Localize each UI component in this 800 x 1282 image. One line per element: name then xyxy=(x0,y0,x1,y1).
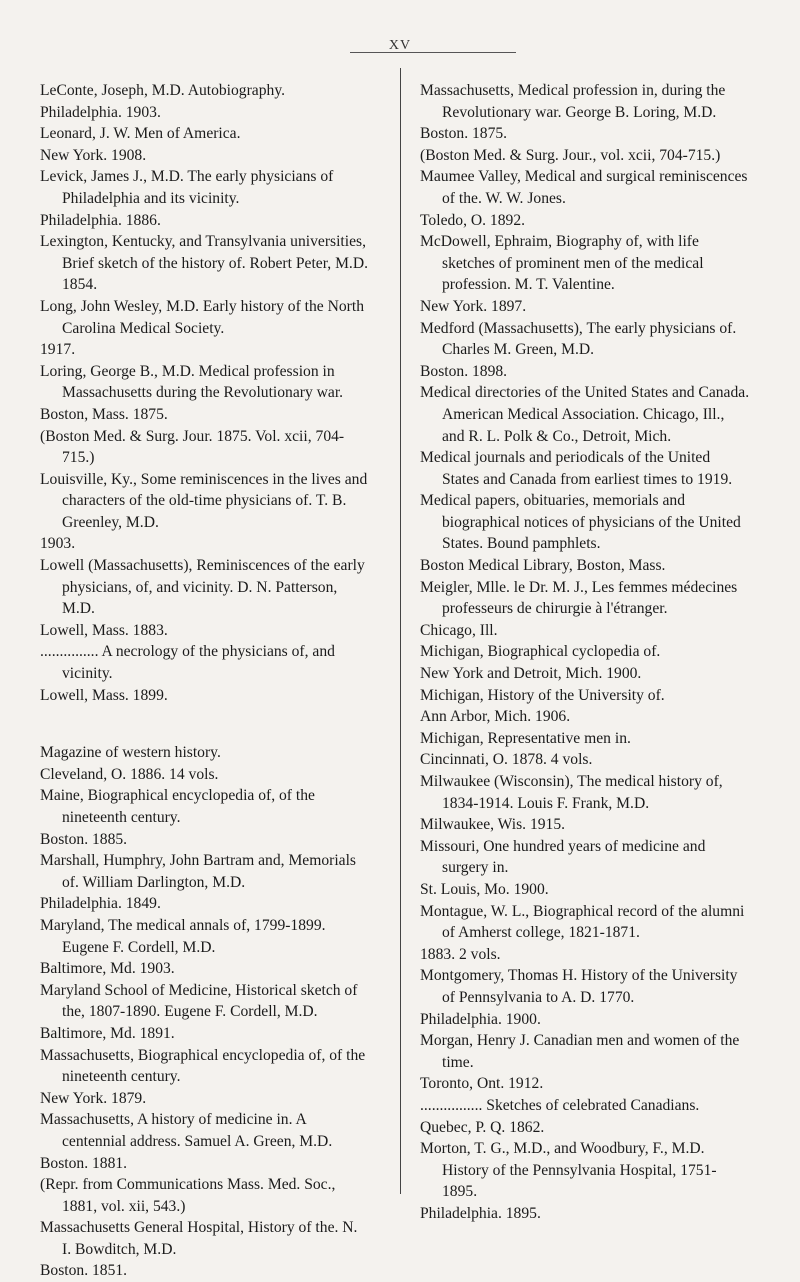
bibliography-line: Medical directories of the United States and Canada. American Medical Association. Chicago, Ill., and R. L. Polk & Co., Detroit, Mich. xyxy=(420,384,750,445)
bibliography-line: 1903. xyxy=(40,535,76,553)
bibliography-line: Quebec, P. Q. 1862. xyxy=(420,1118,545,1136)
bibliography-line: Montague, W. L., Biographical record of the alumni of Amherst college, 1821-1871. xyxy=(420,902,745,942)
bibliography-line: Magazine of western history. xyxy=(40,744,221,762)
bibliography-line: New York and Detroit, Mich. 1900. xyxy=(420,665,642,683)
bibliography-line: Michigan, History of the University of. xyxy=(420,686,665,704)
bibliography-line: Toronto, Ont. 1912. xyxy=(420,1075,544,1093)
bibliography-line: Loring, George B., M.D. Medical profession in Massachusetts during the Revolutionary war. xyxy=(40,362,344,402)
left-column xyxy=(40,80,370,1282)
bibliography-line: Boston. 1851. xyxy=(40,1262,128,1280)
bibliography-line: Michigan, Representative men in. xyxy=(420,729,631,747)
bibliography-line: Maumee Valley, Medical and surgical reminiscences of the. W. W. Jones. xyxy=(420,168,748,207)
bibliography-line: Marshall, Humphry, John Bartram and, Memorials of. William Darlington, M.D. xyxy=(40,852,357,891)
bibliography-line: Lowell (Massachusetts), Reminiscences of the early physicians, of, and vicinity. D. N. Patterson, M.D. xyxy=(40,557,365,618)
bibliography-line: Maine, Biographical encyclopedia of, of the nineteenth century. xyxy=(40,787,315,826)
left-group-m xyxy=(40,742,370,1282)
bibliography-line: Maryland, The medical annals of, 1799-1899. Eugene F. Cordell, M.D. xyxy=(40,916,326,956)
bibliography-line: 1917. xyxy=(40,341,76,359)
bibliography-line: ................ Sketches of celebrated Canadians. xyxy=(420,1096,700,1114)
bibliography-line: Philadelphia. 1900. xyxy=(420,1010,541,1028)
bibliography-line: New York. 1897. xyxy=(420,297,527,315)
bibliography-line: (Repr. from Communications Mass. Med. Soc., 1881, vol. xii, 543.) xyxy=(40,1176,336,1215)
right-column xyxy=(420,80,750,1224)
bibliography-line: Louisville, Ky., Some reminiscences in the lives and characters of the old-time physicians of. T. B. Greenley, M.D. xyxy=(40,470,368,531)
bibliography-line: LeConte, Joseph, M.D. Autobiography. xyxy=(40,82,285,99)
bibliography-line: Massachusetts General Hospital, History of the. N. I. Bowditch, M.D. xyxy=(40,1219,358,1258)
bibliography-line: Morgan, Henry J. Canadian men and women of the time. xyxy=(420,1032,740,1071)
bibliography-line: 1883. 2 vols. xyxy=(420,945,501,963)
bibliography-line: Philadelphia. 1886. xyxy=(40,211,161,229)
bibliography-line: Lexington, Kentucky, and Transylvania universities, Brief sketch of the history of. Robert Peter, M.D. 1854. xyxy=(40,233,368,294)
bibliography-line: Lowell, Mass. 1883. xyxy=(40,621,168,639)
bibliography-line: Missouri, One hundred years of medicine and surgery in. xyxy=(420,837,706,877)
bibliography-line: Baltimore, Md. 1891. xyxy=(40,1024,175,1042)
bibliography-line: Boston. 1881. xyxy=(40,1154,128,1172)
bibliography-line: Massachusetts, A history of medicine in. A centennial address. Samuel A. Green, M.D. xyxy=(40,1111,333,1150)
bibliography-line: (Boston Med. & Surg. Jour. 1875. Vol. xcii, 704-715.) xyxy=(40,427,345,467)
bibliography-line: Boston, Mass. 1875. xyxy=(40,405,168,423)
bibliography-line: St. Louis, Mo. 1900. xyxy=(420,880,549,898)
bibliography-line: Leonard, J. W. Men of America. xyxy=(40,125,241,143)
bibliography-line: Medical papers, obituaries, memorials and biographical notices of physicians of the United States. Bound pamphlets. xyxy=(420,492,741,553)
bibliography-line: Boston. 1885. xyxy=(40,830,128,848)
bibliography-line: Philadelphia. 1895. xyxy=(420,1204,541,1222)
bibliography-line: ............... A necrology of the physicians of, and vicinity. xyxy=(40,643,335,683)
page-number: XV xyxy=(388,38,412,53)
bibliography-line: Milwaukee (Wisconsin), The medical history of, 1834-1914. Louis F. Frank, M.D. xyxy=(420,773,723,812)
bibliography-line: Boston Medical Library, Boston, Mass. xyxy=(420,557,666,575)
bibliography-line: Levick, James J., M.D. The early physicians of Philadelphia and its vicinity. xyxy=(40,168,334,207)
bibliography-line: Montgomery, Thomas H. History of the University of Pennsylvania to A. D. 1770. xyxy=(420,967,738,1006)
bibliography-line: Meigler, Mlle. le Dr. M. J., Les femmes médecines professeurs de chirurgie à l'étranger. xyxy=(420,578,738,618)
bibliography-line: McDowell, Ephraim, Biography of, with life sketches of prominent men of the medical profession. M. T. Valentine. xyxy=(420,233,704,294)
bibliography-line: Philadelphia. 1849. xyxy=(40,895,161,913)
left-group-l xyxy=(40,80,370,706)
group-gap xyxy=(40,706,370,742)
bibliography-line: Maryland School of Medicine, Historical sketch of the, 1807-1890. Eugene F. Cordell, M.D. xyxy=(40,981,358,1021)
bibliography-line: Cincinnati, O. 1878. 4 vols. xyxy=(420,751,593,769)
bibliography-line: Massachusetts, Biographical encyclopedia of, of the nineteenth century. xyxy=(40,1046,366,1086)
bibliography-line: Medical journals and periodicals of the United States and Canada from earliest times to 1919. xyxy=(420,449,733,488)
bibliography-line: Baltimore, Md. 1903. xyxy=(40,960,175,978)
bibliography-line: Cleveland, O. 1886. 14 vols. xyxy=(40,765,219,783)
column-divider xyxy=(400,68,401,1194)
bibliography-line: Philadelphia. 1903. xyxy=(40,103,161,121)
header-rule xyxy=(350,52,516,53)
bibliography-line: Toledo, O. 1892. xyxy=(420,211,526,229)
bibliography-line: Ann Arbor, Mich. 1906. xyxy=(420,708,571,726)
bibliography-line: Boston. 1898. xyxy=(420,362,508,380)
bibliography-line: Medford (Massachusetts), The early physicians of. Charles M. Green, M.D. xyxy=(420,319,737,359)
bibliography-line: Massachusetts, Medical profession in, during the Revolutionary war. George B. Loring, M.D. xyxy=(420,82,726,121)
bibliography-line: Michigan, Biographical cyclopedia of. xyxy=(420,643,661,661)
bibliography-line: Milwaukee, Wis. 1915. xyxy=(420,816,566,834)
bibliography-line: Chicago, Ill. xyxy=(420,621,498,639)
bibliography-line: Long, John Wesley, M.D. Early history of the North Carolina Medical Society. xyxy=(40,297,365,337)
bibliography-line: New York. 1879. xyxy=(40,1089,147,1107)
bibliography-line: New York. 1908. xyxy=(40,146,147,164)
bibliography-line: Lowell, Mass. 1899. xyxy=(40,686,168,704)
bibliography-line: Morton, T. G., M.D., and Woodbury, F., M.D. History of the Pennsylvania Hospital, 1751-1895. xyxy=(420,1140,717,1201)
bibliography-line: (Boston Med. & Surg. Jour., vol. xcii, 704-715.) xyxy=(420,146,721,164)
bibliography-line: Boston. 1875. xyxy=(420,125,508,143)
